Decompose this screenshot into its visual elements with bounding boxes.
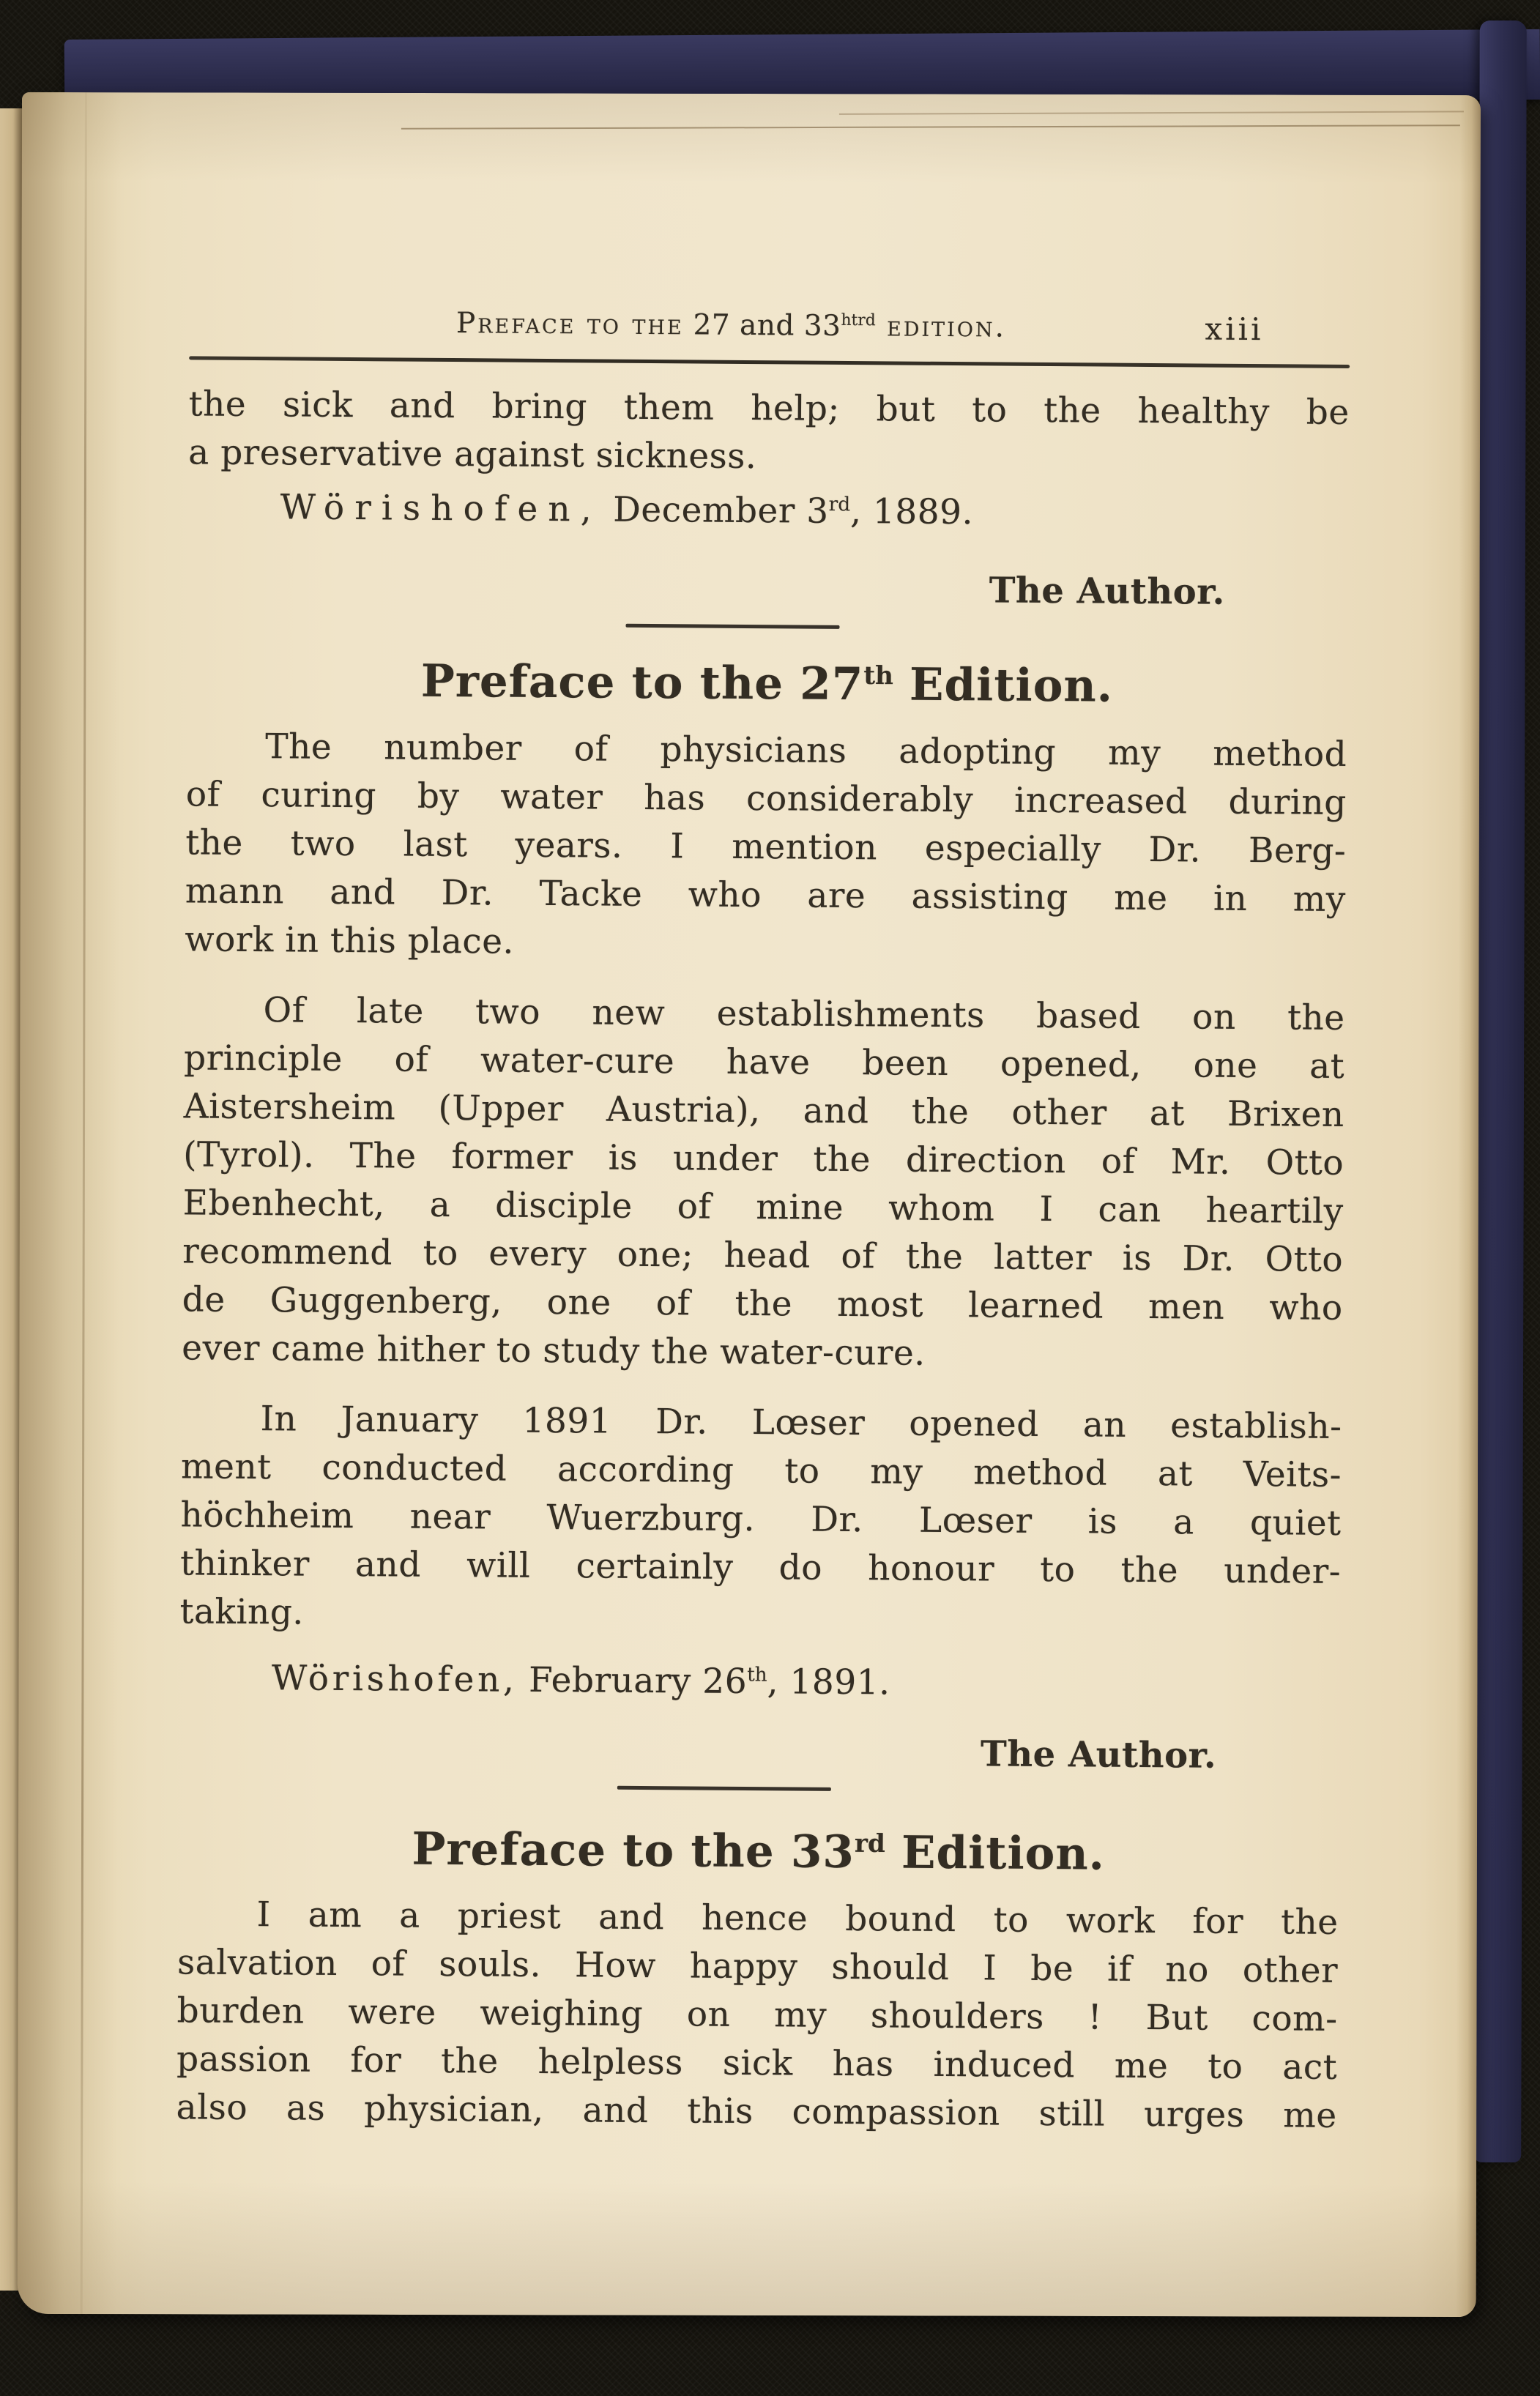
page-stack-edge-line [401,124,1460,130]
superscript: rd [828,494,851,516]
text-line: a preservative against sickness. [188,432,757,477]
text-line: recommend to every one; head of the latter is Dr. Otto [182,1231,1344,1280]
paragraph [185,722,1347,972]
section-divider-rule [617,1786,830,1791]
heading-text: Preface to the 33 [412,1823,855,1879]
text-line: The number of physicians adopting my method [265,726,1347,775]
book-page [18,92,1481,2317]
signature-author: The Author. [989,570,1226,613]
page-number: xiii [1205,310,1264,348]
paragraph [179,1394,1342,1645]
text-line: principle of water-cure have been opened, one at [183,1038,1345,1087]
superscript: rd [854,1828,885,1859]
text-line: In January 1891 Dr. Lœser opened an establish- [260,1399,1342,1447]
superscript: th [747,1664,767,1686]
signature-author: The Author. [980,1733,1217,1776]
text-line: Ebenhecht, a disciple of mine whom I can heartily [182,1183,1344,1232]
text-line: ment conducted according to my method at Veits- [180,1446,1342,1495]
text-line: passion for the helpless sick has induced me to act [176,2039,1338,2088]
running-header-text: Preface to the [455,307,684,342]
dateline-1891 [179,1653,1340,1711]
superscript: htrd [841,310,876,330]
dateline-date: December 3 [601,489,829,532]
heading-text: Edition. [893,658,1114,713]
section-divider-rule [625,624,839,629]
running-header-title [456,300,1007,352]
text-line: the two last years. I mention especially Dr. Berg- [185,822,1347,871]
text-line: work in this place. [185,919,515,962]
dateline-place: Wörishofen, [271,1658,518,1700]
header-rule [189,356,1350,368]
paragraph [176,1890,1338,2140]
heading-text: Preface to the 27 [420,655,864,711]
text-line: the sick and bring them help; but to the healthy be [188,384,1350,434]
superscript: th [863,661,894,691]
book-cover-right-edge [1474,21,1527,2162]
running-header-text: 27 and 33 [683,308,841,343]
text-line: thinker and will certainly do honour to the under- [179,1543,1342,1592]
dateline-place: Wörishofen, [280,487,603,530]
page-content [176,209,1350,2140]
dateline-year: , 1889. [849,491,974,533]
heading-preface-33 [178,1818,1339,1886]
running-header [189,297,1350,354]
dateline-1889 [187,483,1348,540]
text-line: mann and Dr. Tacke who are assisting me in my [185,871,1347,920]
dateline-date: February 26 [517,1659,748,1703]
text-line: höchheim near Wuerzburg. Dr. Lœser is a quiet [180,1495,1342,1544]
text-line: salvation of souls. How happy should I be if no other [176,1942,1339,1991]
dateline-year: , 1891. [767,1662,890,1703]
text-line: de Guggenberg, one of the most learned men who [182,1279,1343,1328]
text-line: (Tyrol). The former is under the direction of Mr. Otto [183,1134,1344,1183]
heading-preface-27 [187,650,1348,718]
running-header-text: edition. [875,310,1007,344]
text-line: also as physician, and this compassion still urges me [176,2087,1337,2136]
text-line: I am a priest and hence bound to work for the [256,1894,1339,1943]
page-stack-edge-line [838,111,1463,114]
text-line: ever came hither to study the water-cure. [182,1328,926,1374]
text-line: Aistersheim (Upper Austria), and the other at Brixen [183,1086,1344,1135]
text-line: burden were weighing on my shoulders ! But com- [176,1990,1338,2039]
text-line: Of late two new establishments based on the [263,990,1345,1038]
heading-text: Edition. [885,1826,1106,1880]
paragraph [182,986,1345,1381]
text-line: taking. [179,1591,305,1633]
text-line: of curing by water has considerably increased during [185,774,1347,823]
paragraph-continuation [188,380,1350,485]
